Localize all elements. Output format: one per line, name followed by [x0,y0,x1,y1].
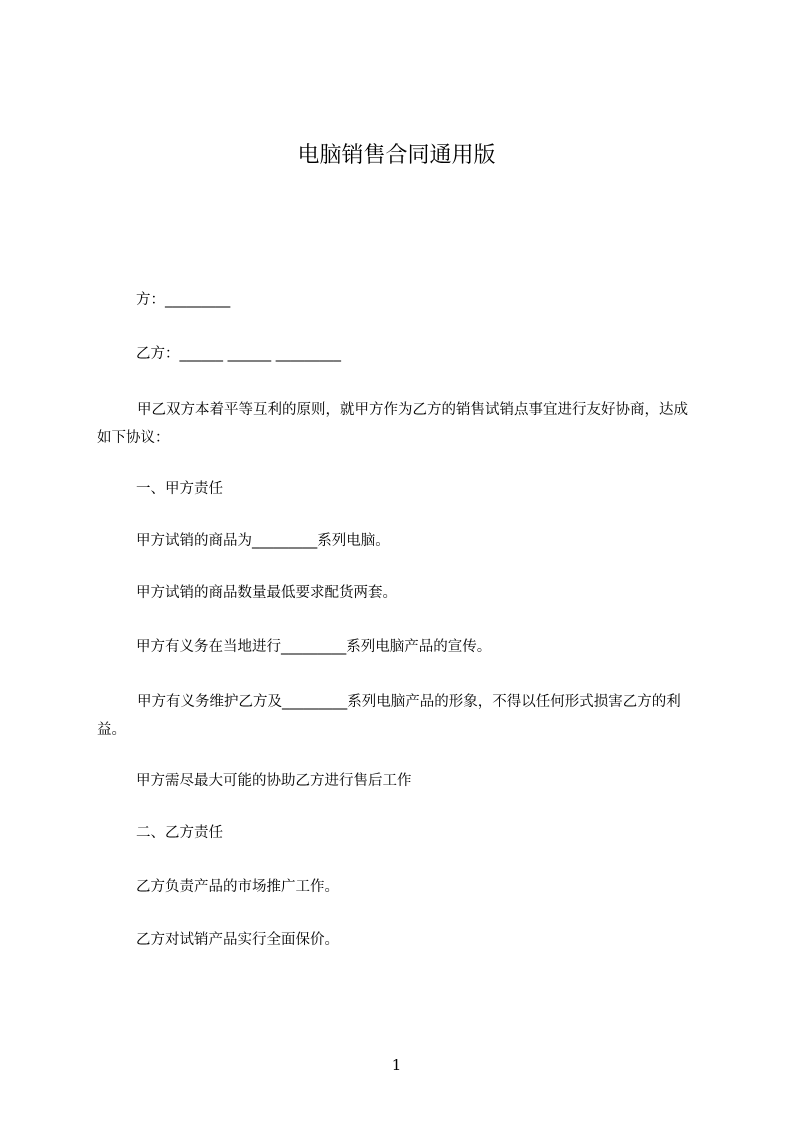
clause-a-4: 甲方有义务维护乙方及_________系列电脑产品的形象，不得以任何形式损害乙方的利益。 [97,694,681,738]
clause-a-1: 甲方试销的商品为_________系列电脑。 [136,533,390,549]
clause-a-3: 甲方有义务在当地进行_________系列电脑产品的宣传。 [136,639,492,655]
clause-b-2: 乙方对试销产品实行全面保价。 [136,932,339,948]
section-heading-party-b: 二、乙方责任 [136,825,223,841]
clause-b-1: 乙方负责产品的市场推广工作。 [136,879,339,895]
page-number: 1 [391,1056,402,1074]
party-a-line: 方：_________ [136,292,231,308]
intro-paragraph: 甲乙双方本着平等互利的原则，就甲方作为乙方的销售试销点事宜进行友好协商，达成如下协议： [97,402,688,446]
clause-a-2: 甲方试销的商品数量最低要求配货两套。 [136,585,397,601]
document-title: 电脑销售合同通用版 [297,143,496,168]
clause-a-5: 甲方需尽最大可能的协助乙方进行售后工作 [136,773,412,789]
party-b-line: 乙方：______ ______ _________ [136,346,341,362]
section-heading-party-a: 一、甲方责任 [136,481,223,497]
